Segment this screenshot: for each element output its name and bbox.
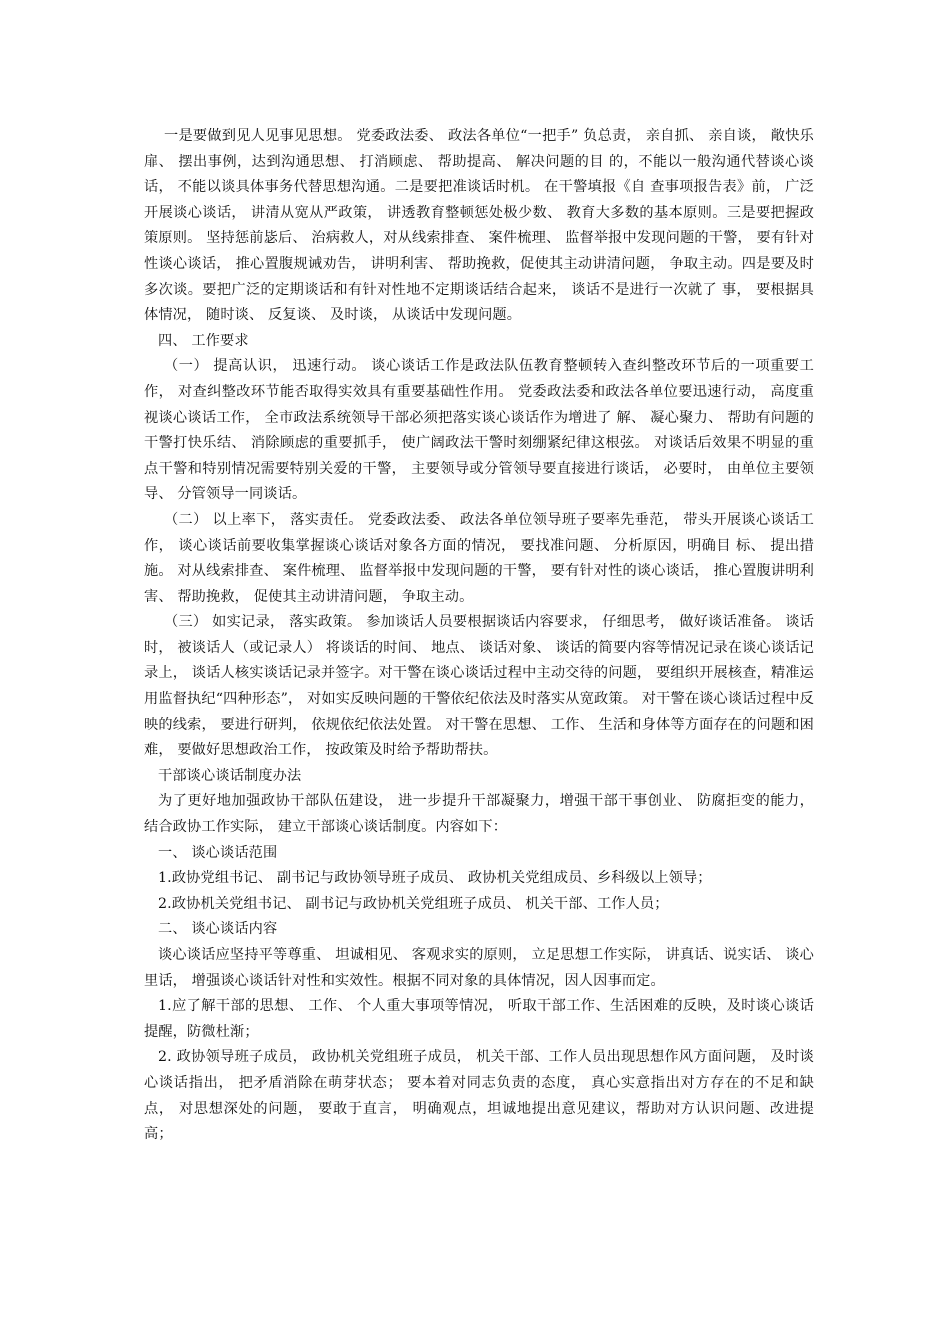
paragraph-requirement-3: （三） 如实记录， 落实政策。 参加谈话人员要根据谈话内容要求， 仔细思考， 做好谈话准备。 谈话时， 被谈话人（或记录人） 将谈话的时间、 地点、 谈话对象、 谈话的简要内容等情况记录在谈心谈话记录上， 谈话人核实谈话记录并签字。对干警在谈心谈话过程中主动交待的问题， 要组织开展核查，精准运用监督执纪“四种形态”， 对如实反映问题的干警依纪依法及时落实从宽政策。 对干警在谈心谈话过程中反映的线索， 要进行研判， 依规依纪依法处置。 对干警在思想、 工作、 生活和身体等方面存在的问题和困难， 要做好思想政治工作， 按政策及时给予帮助帮扶。 bbox=[144, 614, 814, 759]
paragraph-principles: 一是要做到见人见事见思想。 党委政法委、 政法各单位“一把手” 负总责， 亲自抓、 亲自谈， 敞快乐扉、 摆出事例，达到沟通思想、 打消顾虑、 帮助提高、 解决问题的目 的，不能以一般沟通代替谈心谈话， 不能以谈具体事务代替思想沟通。二是要把准谈话时机。 在干警填报《自 查事项报告表》前， 广泛开展谈心谈话， 讲清从宽从严政策， 讲透教育整顿惩处极少数、 教育大多数的基本原则。三是要把握政策原则。 坚持惩前毖后、 治病救人，对从线索排查、 案件梳理、 监督举报中发现问题的干警， 要有针对性谈心谈话， 推心置腹规诫劝告， 讲明利害、 帮助挽救，促使其主动讲清问题， 争取主动。四是要及时多次谈。要把广泛的定期谈话和有针对性地不定期谈话结合起来， 谈话不是进行一次就了 事， 要根据具体情况， 随时谈、 反复谈、 及时谈， 从谈话中发现问题。 bbox=[144, 128, 814, 324]
paragraph-requirement-2: （二） 以上率下， 落实责任。 党委政法委、 政法各单位领导班子要率先垂范， 带头开展谈心谈话工作， 谈心谈话前要收集掌握谈心谈话对象各方面的情况， 要找准问题、 分析原因，明确目 标、 提出措施。 对从线索排查、 案件梳理、 监督举报中发现问题的干警， 要有针对性的谈心谈话， 推心置腹讲明利害、 帮助挽救， 促使其主动讲清问题， 争取主动。 bbox=[144, 511, 814, 605]
paragraph-requirement-1: （一） 提高认识， 迅速行动。 谈心谈话工作是政法队伍教育整顿转入查纠整改环节后的一项重要工作， 对查纠整改环节能否取得实效具有重要基础性作用。 党委政法委和政法各单位要迅速行动， 高度重视谈心谈话工作， 全市政法系统领导干部必须把落实谈心谈话作为增进了 解、 凝心聚力、 帮助有问题的干警打快乐结、 消除顾虑的重要抓手， 使广阔政法干警时刻绷紧纪律这根弦。 对谈话后效果不明显的重点干警和特别情况需要特别关爱的干警， 主要领导或分管领导要直接进行谈话， 必要时， 由单位主要领导、 分管领导一同谈话。 bbox=[144, 358, 814, 503]
list-item-content-2: 2. 政协领导班子成员， 政协机关党组班子成员， 机关干部、工作人员出现思想作风方面问题， 及时谈心谈话指出， 把矛盾消除在萌芽状态； 要本着对同志负责的态度， 真心实意指出对方存在的不足和缺点， 对思想深处的问题， 要敢于直言， 明确观点，坦诚地提出意见建议，帮助对方认识问题、改进提高； bbox=[144, 1049, 814, 1143]
list-item-scope-1: 1.政协党组书记、 副书记与政协领导班子成员、 政协机关党组成员、乡科级以上领导； bbox=[158, 870, 712, 887]
paragraph-content-principles: 谈心谈话应坚持平等尊重、 坦诚相见、 客观求实的原则， 立足思想工作实际， 讲真话、说实话、 谈心里话， 增强谈心谈话针对性和实效性。根据不同对象的具体情况，因人因事而定。 bbox=[144, 947, 814, 989]
document-title: 干部谈心谈话制度办法 bbox=[158, 767, 302, 784]
section-heading-scope: 一、 谈心谈话范围 bbox=[158, 844, 278, 861]
list-item-content-1: 1.应了解干部的思想、 工作、 个人重大事项等情况， 听取干部工作、生活困难的反映，及时谈心谈话提醒，防微杜渐； bbox=[144, 998, 814, 1040]
document-body bbox=[144, 124, 814, 1148]
list-item-scope-2: 2.政协机关党组书记、 副书记与政协机关党组班子成员、 机关干部、工作人员； bbox=[158, 895, 669, 912]
section-heading-content: 二、 谈心谈话内容 bbox=[158, 921, 278, 938]
section-heading-work-requirements: 四、 工作要求 bbox=[158, 332, 249, 349]
paragraph-intro: 为了更好地加强政协干部队伍建设， 进一步提升干部凝聚力，增强干部干事创业、 防腐拒变的能力， 结合政协工作实际， 建立干部谈心谈话制度。内容如下： bbox=[144, 793, 814, 836]
